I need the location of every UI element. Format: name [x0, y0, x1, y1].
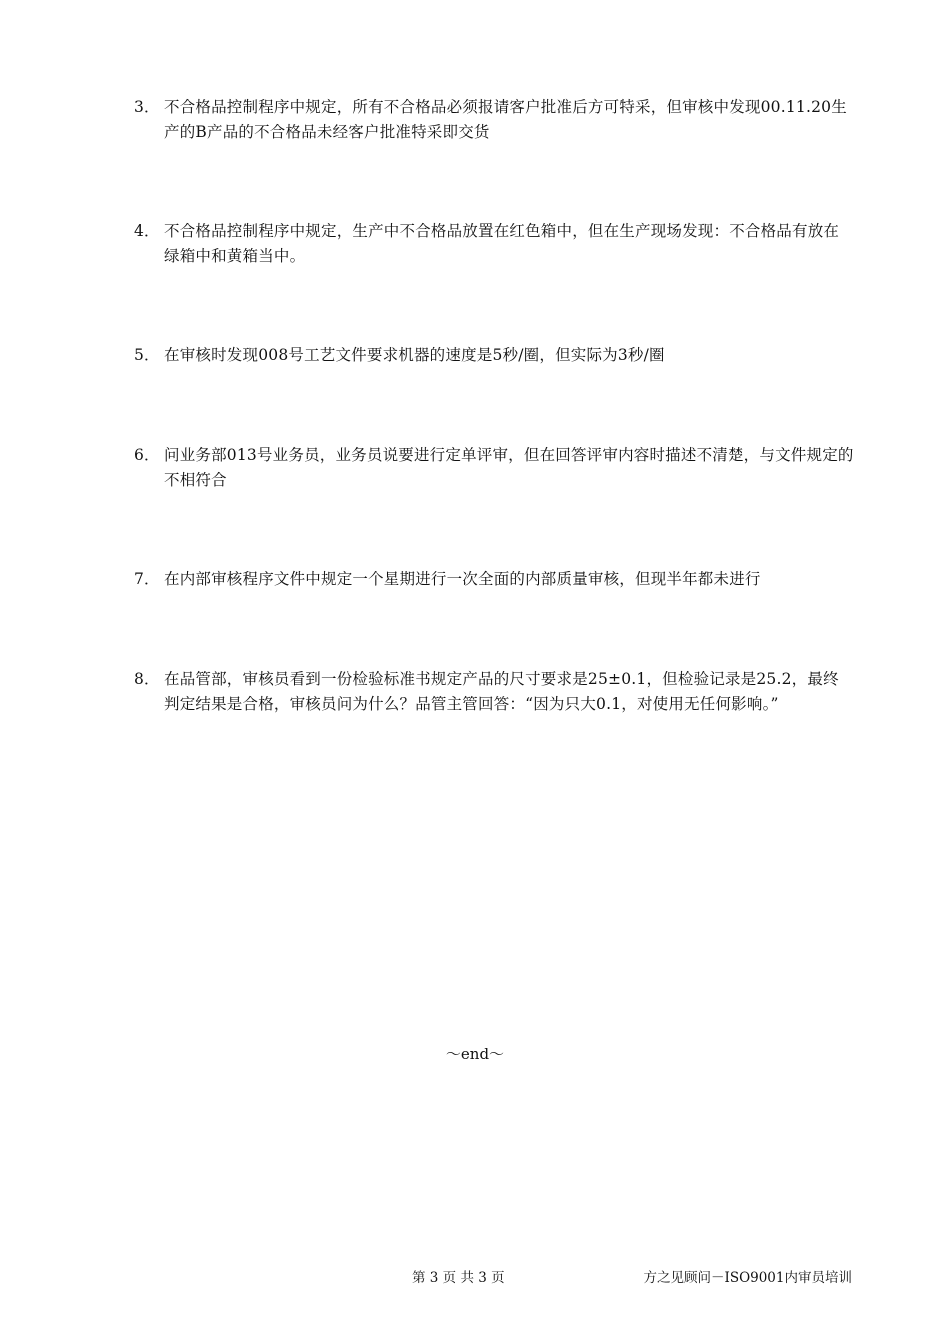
item-text: 不合格品控制程序中规定，所有不合格品必须报请客户批准后方可特采，但审核中发现00.11.20生产的B产品的不合格品未经客户批准特采即交货 — [164, 98, 847, 141]
list-item — [134, 95, 854, 145]
list-item — [134, 343, 854, 368]
item-number: 8． — [134, 670, 160, 688]
footer-page-number: 第 3 页 共 3 页 — [412, 1270, 505, 1286]
end-mark: ～end～ — [445, 1045, 505, 1063]
item-text: 在品管部，审核员看到一份检验标准书规定产品的尺寸要求是25±0.1，但检验记录是25.2，最终判定结果是合格，审核员问为什么？品管主管回答：“因为只大0.1，对使用无任何影响。” — [164, 670, 839, 713]
item-text: 问业务部013号业务员，业务员说要进行定单评审，但在回答评审内容时描述不清楚，与文件规定的不相符合 — [164, 446, 854, 489]
item-number: 5． — [134, 346, 160, 364]
list-item — [134, 667, 854, 717]
footer-brand: 方之见顾问－ISO9001内审员培训 — [643, 1270, 852, 1286]
list-item — [134, 567, 854, 592]
item-number: 6． — [134, 446, 160, 464]
item-number: 4． — [134, 222, 160, 240]
item-text: 在内部审核程序文件中规定一个星期进行一次全面的内部质量审核，但现半年都未进行 — [164, 570, 761, 588]
item-number: 3． — [134, 98, 160, 116]
item-number: 7． — [134, 570, 160, 588]
list-item — [134, 219, 854, 269]
item-text: 在审核时发现008号工艺文件要求机器的速度是5秒/圈，但实际为3秒/圈 — [164, 346, 665, 364]
item-text: 不合格品控制程序中规定，生产中不合格品放置在红色箱中，但在生产现场发现：不合格品有放在绿箱中和黄箱当中。 — [164, 222, 840, 265]
list-item — [134, 443, 854, 493]
